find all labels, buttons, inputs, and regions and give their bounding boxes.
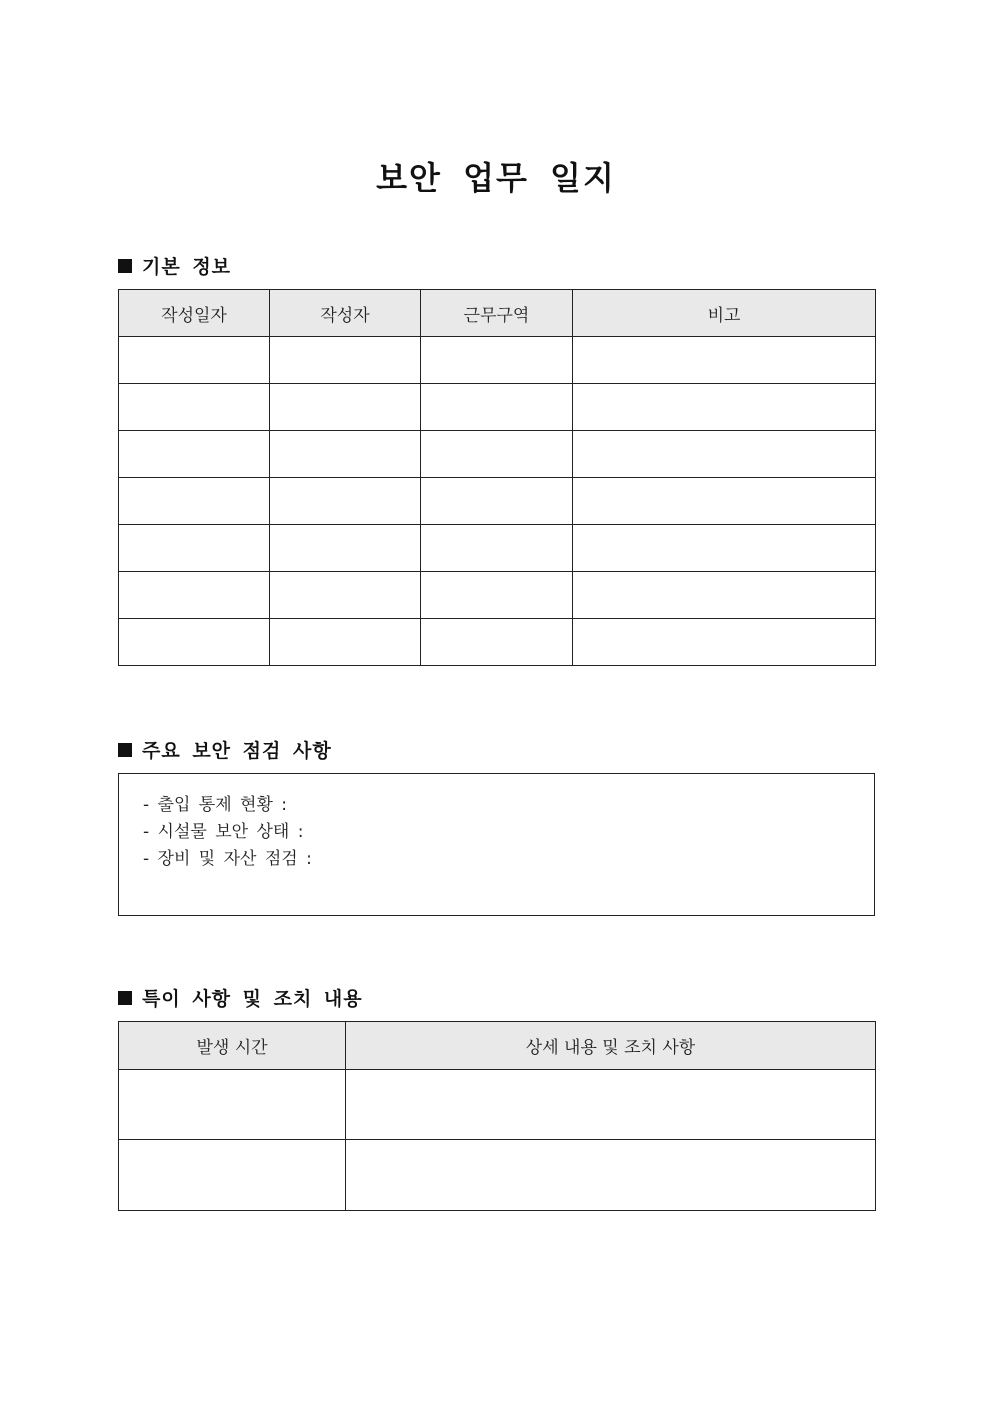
check-item-equipment-assets: - 장비 및 자산 점검 : [143, 849, 312, 869]
section-heading-label: 기본 정보 [142, 256, 232, 278]
cell-occurrence-time[interactable] [119, 1140, 346, 1211]
cell-author[interactable] [270, 384, 421, 431]
cell-details-actions[interactable] [346, 1070, 876, 1140]
column-header-remarks: 비고 [573, 290, 876, 337]
cell-author[interactable] [270, 337, 421, 384]
section-heading-security-checks [118, 736, 332, 763]
cell-details-actions[interactable] [346, 1140, 876, 1211]
cell-remarks[interactable] [573, 478, 876, 525]
cell-work-area[interactable] [421, 572, 573, 619]
cell-remarks[interactable] [573, 525, 876, 572]
cell-author[interactable] [270, 619, 421, 666]
section-heading-incidents [118, 984, 363, 1011]
cell-date[interactable] [119, 619, 270, 666]
column-header-work-area: 근무구역 [421, 290, 573, 337]
cell-remarks[interactable] [573, 337, 876, 384]
cell-work-area[interactable] [421, 619, 573, 666]
cell-author[interactable] [270, 431, 421, 478]
incidents-table [118, 1021, 876, 1211]
black-square-icon [118, 743, 132, 757]
cell-author[interactable] [270, 478, 421, 525]
black-square-icon [118, 991, 132, 1005]
section-heading-label: 특이 사항 및 조치 내용 [142, 988, 363, 1010]
cell-remarks[interactable] [573, 431, 876, 478]
section-heading-label: 주요 보안 점검 사항 [142, 740, 332, 762]
table-row [119, 337, 876, 384]
cell-remarks[interactable] [573, 619, 876, 666]
check-item-facility-security: - 시설물 보안 상태 : [143, 822, 304, 842]
cell-occurrence-time[interactable] [119, 1070, 346, 1140]
column-header-author: 작성자 [270, 290, 421, 337]
cell-date[interactable] [119, 431, 270, 478]
cell-work-area[interactable] [421, 525, 573, 572]
security-checks-box[interactable] [118, 773, 875, 916]
cell-work-area[interactable] [421, 478, 573, 525]
check-item-access-control: - 출입 통제 현황 : [143, 795, 288, 815]
table-row [119, 478, 876, 525]
page-title: 보안 업무 일지 [376, 159, 616, 198]
cell-date[interactable] [119, 337, 270, 384]
table-row [119, 384, 876, 431]
cell-remarks[interactable] [573, 384, 876, 431]
cell-date[interactable] [119, 572, 270, 619]
basic-info-table [118, 289, 876, 666]
table-row [119, 525, 876, 572]
security-checks-list [119, 774, 874, 873]
cell-author[interactable] [270, 525, 421, 572]
cell-date[interactable] [119, 384, 270, 431]
table-row [119, 572, 876, 619]
table-row [119, 619, 876, 666]
section-heading-basic-info [118, 252, 231, 279]
table-header-row [119, 290, 876, 337]
column-header-occurrence-time: 발생 시간 [119, 1022, 346, 1070]
table-row [119, 1140, 876, 1211]
table-row [119, 1070, 876, 1140]
black-square-icon [118, 259, 132, 273]
cell-work-area[interactable] [421, 431, 573, 478]
table-row [119, 431, 876, 478]
cell-date[interactable] [119, 525, 270, 572]
column-header-details-actions: 상세 내용 및 조치 사항 [346, 1022, 876, 1070]
cell-date[interactable] [119, 478, 270, 525]
cell-work-area[interactable] [421, 384, 573, 431]
column-header-date: 작성일자 [119, 290, 270, 337]
table-header-row [119, 1022, 876, 1070]
cell-work-area[interactable] [421, 337, 573, 384]
cell-author[interactable] [270, 572, 421, 619]
cell-remarks[interactable] [573, 572, 876, 619]
